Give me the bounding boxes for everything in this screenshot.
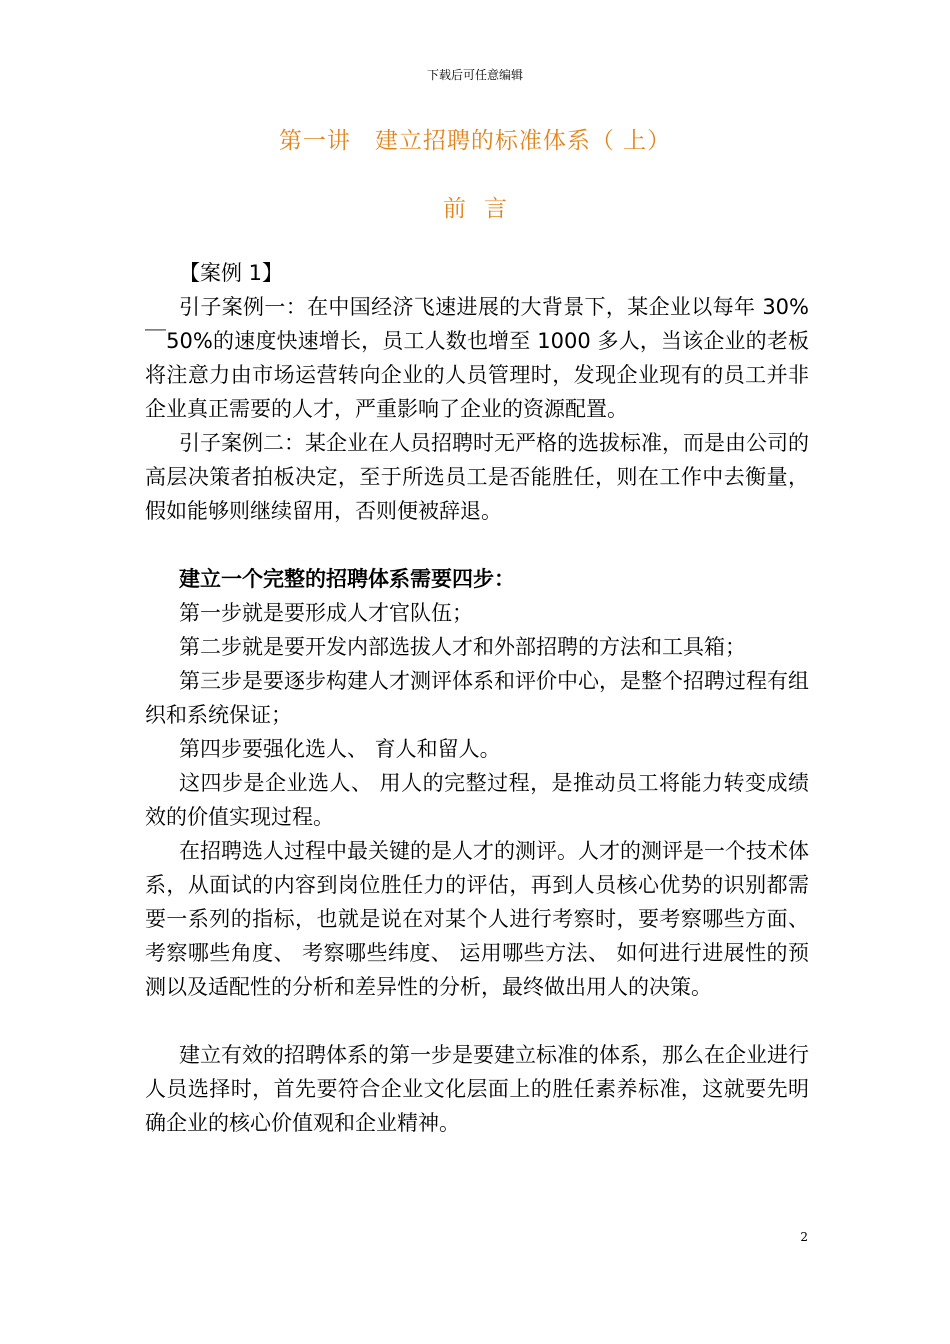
step-three: 第三步是要逐步构建人才测评体系和评价中心，是整个招聘过程有组织和系统保证； [145, 669, 809, 727]
first-step-paragraph: 建立有效的招聘体系的第一步是要建立标准的体系，那么在企业进行人员选择时，首先要符合企业文化层面上的胜任素养标准，这就要先明确企业的核心价值观和企业精神。 [145, 1043, 809, 1135]
page-header: 下载后可任意编辑 [426, 68, 523, 82]
document-title: 第一讲 建立招聘的标准体系（ 上） [278, 128, 672, 154]
section-heading: 前言 [443, 196, 525, 222]
page-number: 2 [800, 1230, 808, 1244]
paragraph-spacer [145, 528, 809, 562]
document-body [145, 256, 809, 1140]
step-two: 第二步就是要开发内部选拔人才和外部招聘的方法和工具箱； [179, 635, 746, 659]
case-one-paragraph: 引子案例一：在中国经济飞速进展的大背景下，某企业以每年 30%￣50%的速度快速增长，员工人数也增至 1000 多人，当该企业的老板将注意力由市场运营转向企业的人员管理时，发现企业现有的员工并非企业真正需要的人才，严重影响了企业的资源配置。 [145, 295, 809, 421]
assessment-paragraph: 在招聘选人过程中最关键的是人才的测评。人才的测评是一个技术体系，从面试的内容到岗位胜任力的评估，再到人员核心优势的识别都需要一系列的指标，也就是说在对某个人进行考察时，要考察哪些方面、 考察哪些角度、 考察哪些纬度、 运用哪些方法、 如何进行进展性的预测以及适配性的分析和差异性的分析，最终做出用人的决策。 [145, 839, 809, 999]
case-two-paragraph: 引子案例二：某企业在人员招聘时无严格的选拔标准，而是由公司的高层决策者拍板决定，至于所选员工是否能胜任，则在工作中去衡量，假如能够则继续留用，否则便被辞退。 [145, 431, 809, 523]
step-four: 第四步要强化选人、 育人和留人。 [179, 737, 501, 761]
step-one: 第一步就是要形成人才官队伍； [179, 601, 473, 625]
steps-heading: 建立一个完整的招聘体系需要四步： [179, 567, 515, 591]
case-label: 【案例 1】 [179, 261, 284, 285]
paragraph-spacer [145, 1004, 809, 1038]
summary-paragraph: 这四步是企业选人、 用人的完整过程，是推动员工将能力转变成绩效的价值实现过程。 [145, 771, 809, 829]
